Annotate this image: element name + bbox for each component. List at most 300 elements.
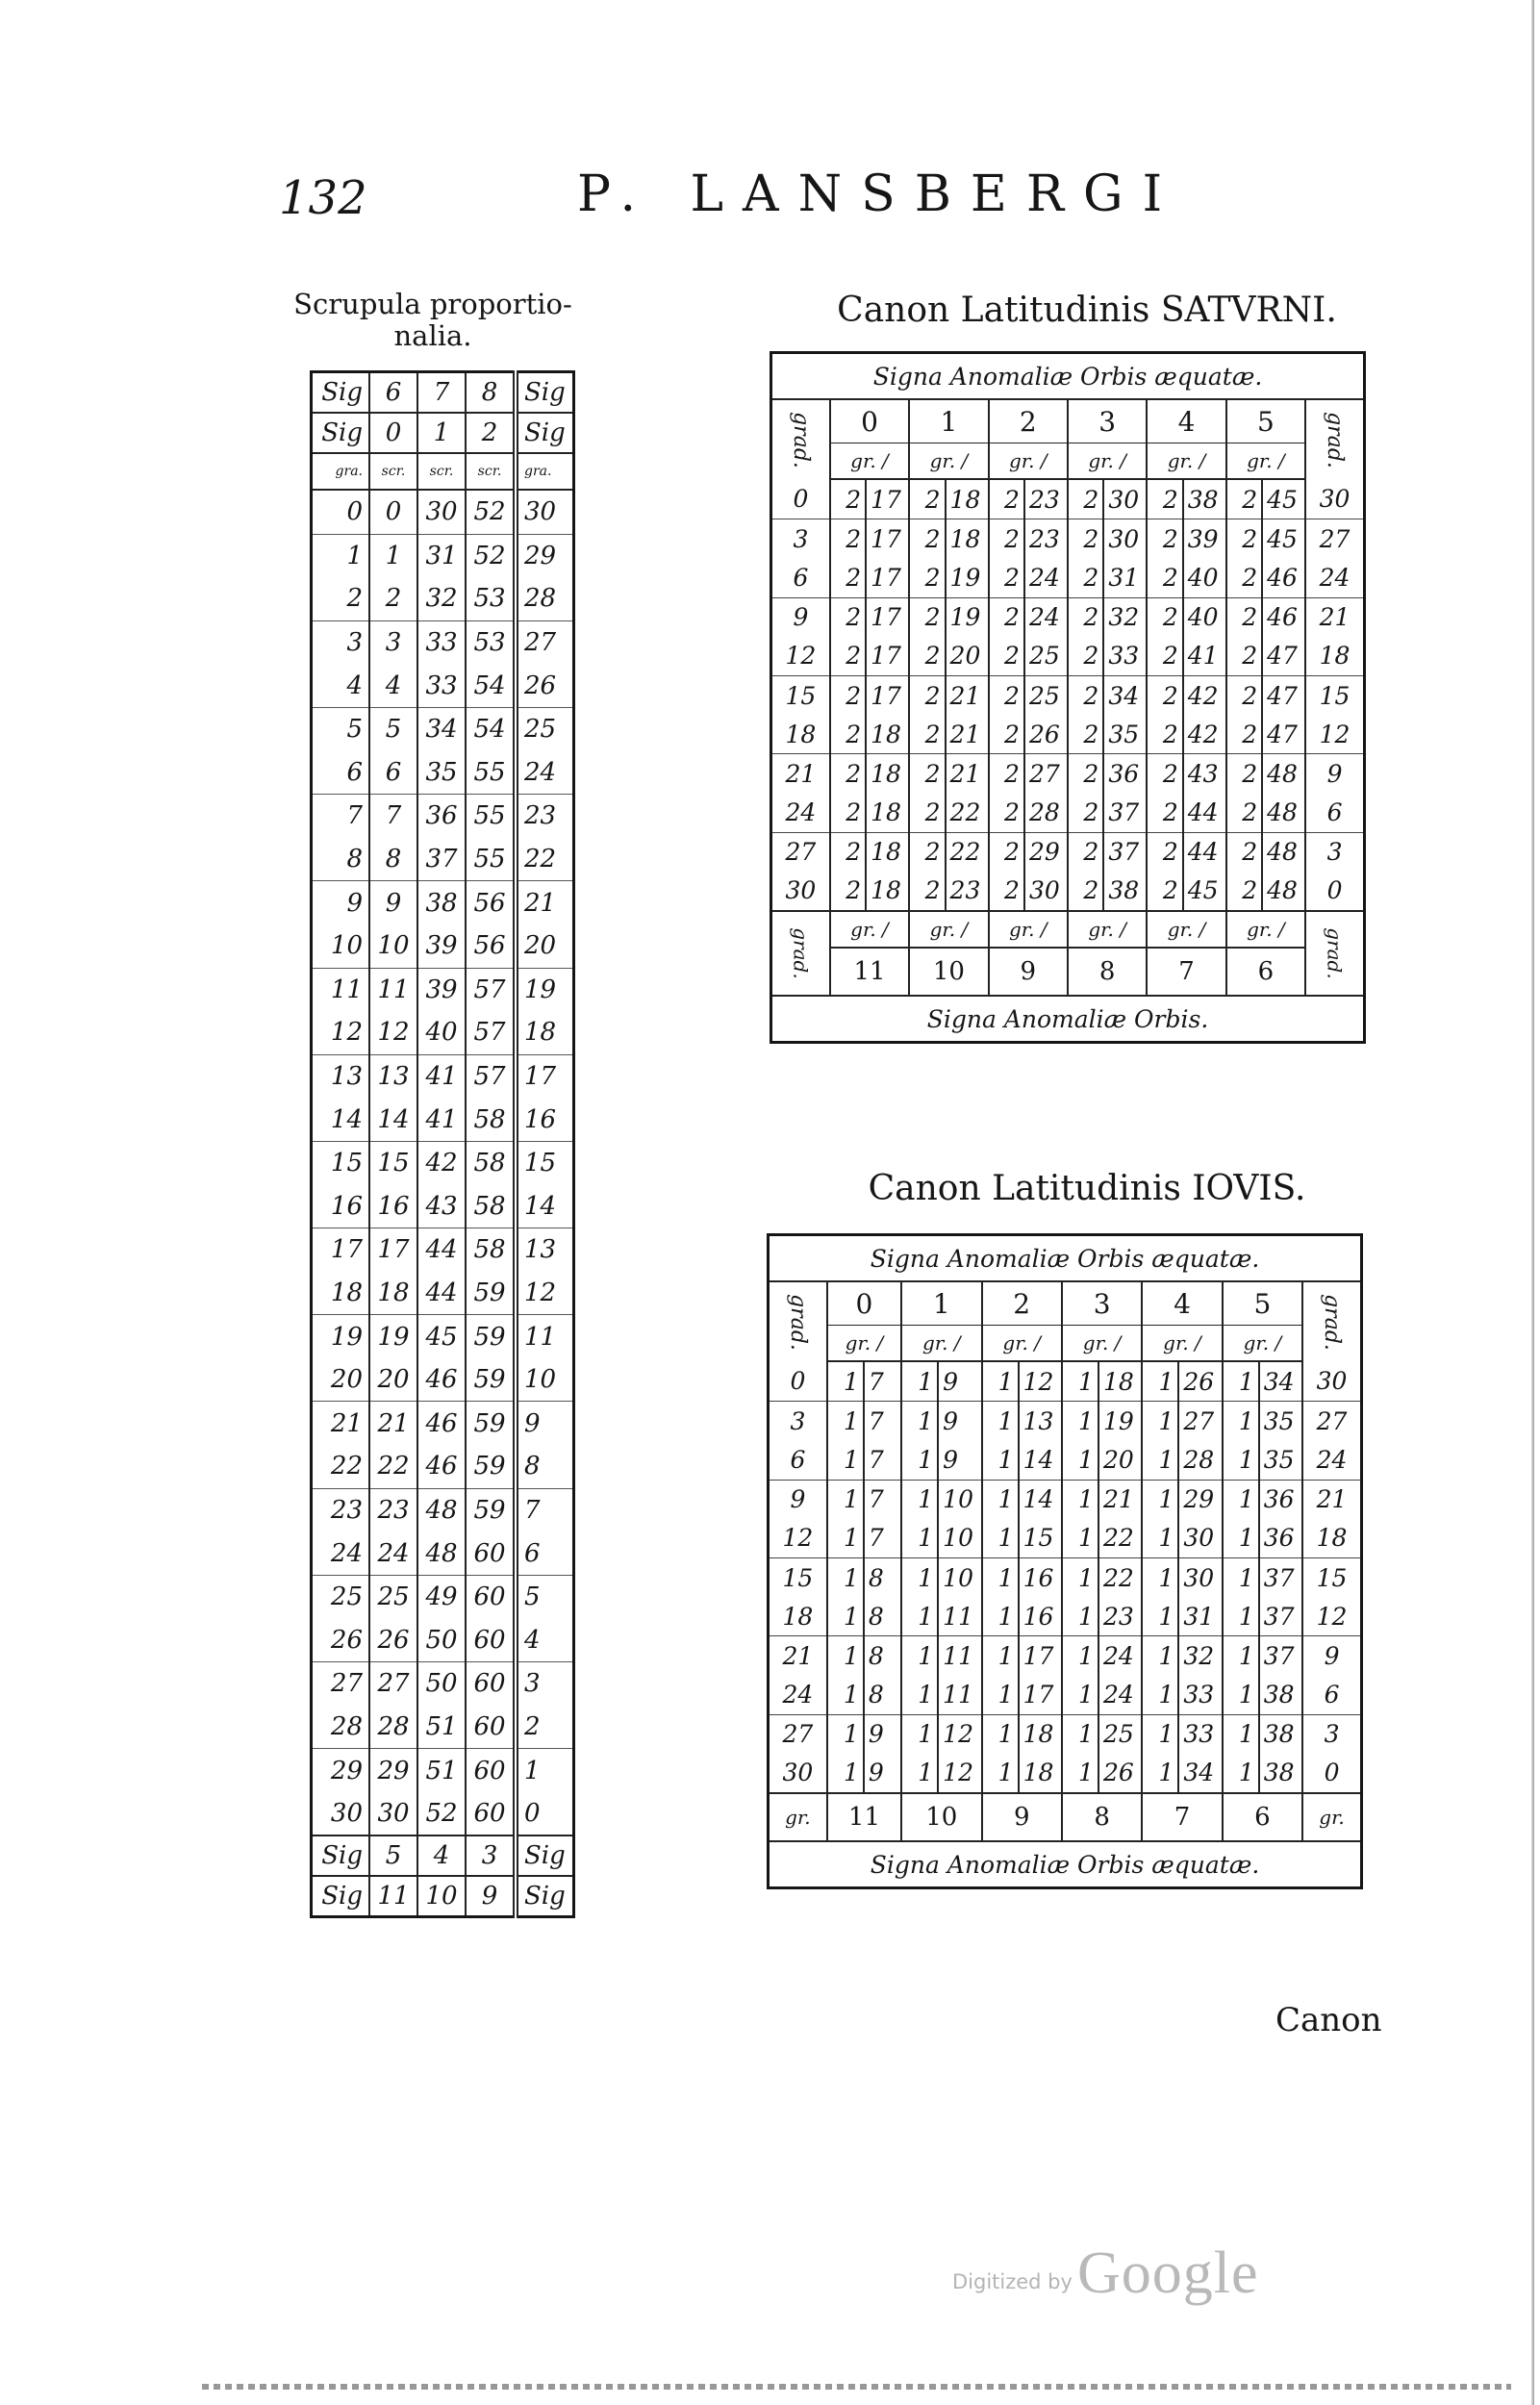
scrupula-row: [312, 1532, 574, 1575]
scrupula-cell: 59: [466, 1272, 516, 1315]
scrupula-cell: 48: [417, 1532, 466, 1575]
iovis-degree-value: 1: [1142, 1597, 1178, 1636]
scrupula-cell: 41: [417, 1098, 466, 1141]
scrupula-cell: scr.: [417, 453, 466, 490]
iovis-minute-value: 31: [1178, 1597, 1222, 1636]
scrupula-cell: 29: [369, 1749, 417, 1792]
iovis-degree-value: 1: [982, 1676, 1019, 1715]
scrupula-cell: 51: [417, 1749, 466, 1792]
saturn-unit-label: gr. /: [909, 911, 988, 948]
saturn-degree-value: 2: [1226, 479, 1262, 519]
iovis-degree-value: 1: [1223, 1676, 1259, 1715]
scrupula-cell: 60: [466, 1749, 516, 1792]
iovis-minute-value: 8: [864, 1597, 901, 1636]
saturn-row-degree: 12: [771, 637, 830, 676]
scrupula-cell: 59: [466, 1358, 516, 1402]
scrupula-cell: 31: [417, 534, 466, 577]
iovis-degree-value: 1: [1062, 1402, 1098, 1441]
saturn-degree-value: 2: [1226, 637, 1262, 676]
scrupula-cell: 54: [466, 664, 516, 707]
iovis-degree-value: 1: [901, 1361, 938, 1402]
scrupula-cell: 0: [516, 1792, 574, 1836]
scrupula-unit-row: [312, 453, 574, 490]
iovis-row-degree: 24: [769, 1676, 827, 1715]
iovis-unit-label: gr. /: [1142, 1326, 1222, 1362]
iovis-minute-value: 33: [1178, 1676, 1222, 1715]
iovis-degree-value: 1: [982, 1636, 1019, 1676]
iovis-data-row: [769, 1597, 1362, 1636]
iovis-minute-value: 7: [864, 1402, 901, 1441]
scrupula-cell: 21: [369, 1402, 417, 1445]
saturn-unit-label: gr. /: [830, 443, 909, 480]
iovis-minute-value: 38: [1259, 1676, 1302, 1715]
scrupula-cell: 27: [369, 1662, 417, 1706]
scrupula-cell: 26: [516, 664, 574, 707]
saturn-minute-value: 35: [1103, 715, 1147, 754]
saturn-minute-value: 48: [1262, 754, 1305, 794]
saturn-unit-label: gr. /: [1147, 443, 1225, 480]
iovis-minute-value: 26: [1098, 1754, 1142, 1793]
scrupula-cell: 46: [417, 1358, 466, 1402]
scrupula-cell: 15: [516, 1141, 574, 1184]
iovis-grad-label: grad.: [769, 1281, 827, 1361]
iovis-minute-value: 36: [1259, 1519, 1302, 1558]
scrupula-cell: 29: [516, 534, 574, 577]
scrupula-cell: 3: [346, 628, 363, 658]
iovis-minute-value: 24: [1098, 1676, 1142, 1715]
scrupula-cell: 19: [330, 1322, 363, 1352]
scrupula-cell: 30: [516, 490, 574, 534]
saturn-sign-header: 2: [989, 399, 1068, 443]
scrupula-cell: 6: [369, 751, 417, 795]
saturn-minute-value: 24: [1024, 558, 1068, 597]
scrupula-cell: 41: [417, 1054, 466, 1098]
scrupula-cell: 45: [417, 1315, 466, 1358]
iovis-row-degree-complement: 3: [1302, 1714, 1361, 1754]
scrupula-row: [312, 1488, 574, 1532]
saturn-degree-value: 2: [1226, 794, 1262, 833]
saturn-minute-value: 42: [1183, 675, 1226, 715]
scrupula-cell: 24: [312, 1532, 370, 1575]
scrupula-row: [312, 968, 574, 1011]
saturn-minute-value: 38: [1183, 479, 1226, 519]
scrupula-cell: 1: [369, 534, 417, 577]
scrupula-cell: 49: [417, 1575, 466, 1618]
catchword: Canon: [1275, 2001, 1382, 2039]
saturn-canon-table: [770, 351, 1366, 1044]
saturn-degree-value: 2: [909, 637, 945, 676]
scrupula-cell: 60: [466, 1532, 516, 1575]
saturn-data-row: [771, 754, 1365, 794]
saturn-degree-value: 2: [989, 715, 1024, 754]
scrupula-cell: 25: [516, 707, 574, 750]
saturn-minute-value: 42: [1183, 715, 1226, 754]
scrupula-cell: 8: [312, 838, 370, 881]
scrupula-cell: 1: [346, 541, 363, 570]
saturn-minute-value: 29: [1024, 832, 1068, 872]
scrupula-cell: scr.: [369, 453, 417, 490]
scrupula-cell: 50: [417, 1662, 466, 1706]
scrupula-cell: 15: [369, 1141, 417, 1184]
scrupula-cell: 60: [466, 1618, 516, 1661]
scrupula-cell: 44: [417, 1228, 466, 1272]
iovis-degree-value: 1: [1142, 1714, 1178, 1754]
iovis-unit-label: gr. /: [1223, 1326, 1302, 1362]
saturn-grad-label: grad.: [1305, 399, 1364, 479]
saturn-row-degree: 30: [771, 872, 830, 911]
iovis-minute-value: 32: [1178, 1636, 1222, 1676]
saturn-data-row: [771, 637, 1365, 676]
iovis-top-caption: Signa Anomaliæ Orbis æquatæ.: [769, 1235, 1362, 1282]
iovis-degree-value: 1: [1062, 1676, 1098, 1715]
scrupula-cell: 37: [417, 838, 466, 881]
iovis-minute-value: 16: [1019, 1557, 1062, 1597]
saturn-minute-value: 41: [1183, 637, 1226, 676]
saturn-degree-value: 2: [1068, 637, 1103, 676]
scrupula-cell: 57: [466, 1054, 516, 1098]
saturn-unit-label: gr. /: [909, 443, 988, 480]
scrupula-cell: 0: [369, 490, 417, 534]
saturn-minute-value: 17: [866, 479, 909, 519]
saturn-minute-value: 18: [866, 872, 909, 911]
iovis-row-degree-complement: 0: [1302, 1754, 1361, 1793]
saturn-degree-value: 2: [1226, 754, 1262, 794]
scrupula-cell: 53: [466, 620, 516, 664]
saturn-sign-header: 1: [909, 399, 988, 443]
scrupula-cell: 8: [466, 372, 516, 414]
saturn-data-row: [771, 479, 1365, 519]
saturn-minute-value: 24: [1024, 597, 1068, 637]
google-logo: Google: [1077, 2240, 1259, 2306]
saturn-minute-value: 47: [1262, 637, 1305, 676]
saturn-row-degree: 21: [771, 754, 830, 794]
scrupula-cell: 21: [330, 1408, 363, 1438]
iovis-degree-value: 1: [1142, 1754, 1178, 1793]
iovis-degree-value: 1: [1142, 1636, 1178, 1676]
scrupula-cell: 11: [330, 975, 363, 1004]
saturn-degree-value: 2: [1147, 519, 1182, 559]
scrupula-cell: Sig: [516, 413, 574, 453]
saturn-unit-label: gr. /: [1068, 911, 1147, 948]
scrupula-cell: 59: [466, 1315, 516, 1358]
scrupula-cell: 27: [330, 1669, 363, 1699]
iovis-minute-value: 7: [864, 1440, 901, 1480]
saturn-data-row: [771, 519, 1365, 559]
saturn-row-degree-complement: 6: [1305, 794, 1364, 833]
saturn-unit-row: [771, 443, 1365, 480]
iovis-degree-value: 1: [827, 1480, 864, 1519]
scrupula-row: [312, 664, 574, 707]
iovis-minute-value: 27: [1178, 1402, 1222, 1441]
iovis-minute-value: 8: [864, 1676, 901, 1715]
iovis-degree-value: 1: [1142, 1676, 1178, 1715]
scrupula-cell: 8: [369, 838, 417, 881]
iovis-row-degree-complement: 24: [1302, 1440, 1361, 1480]
scrupula-cell: 33: [417, 620, 466, 664]
scrupula-cell: 13: [369, 1054, 417, 1098]
iovis-data-row: [769, 1557, 1362, 1597]
scrupula-header-row: [312, 413, 574, 453]
iovis-degree-value: 1: [982, 1361, 1019, 1402]
iovis-unit-label: gr. /: [901, 1326, 981, 1362]
saturn-degree-value: 2: [830, 754, 866, 794]
iovis-row-degree: 27: [769, 1714, 827, 1754]
scrupula-cell: 2: [312, 577, 370, 620]
scrupula-cell: 7: [369, 795, 417, 838]
iovis-minute-value: 17: [1019, 1676, 1062, 1715]
iovis-minute-value: 22: [1098, 1519, 1142, 1558]
saturn-degree-value: 2: [989, 558, 1024, 597]
iovis-row-degree-complement: 15: [1302, 1557, 1361, 1597]
saturn-minute-value: 23: [1024, 479, 1068, 519]
iovis-minute-value: 16: [1019, 1597, 1062, 1636]
scrupula-cell: 50: [417, 1618, 466, 1661]
saturn-data-row: [771, 597, 1365, 637]
scrupula-row: [312, 620, 574, 664]
iovis-sign-footer: 8: [1062, 1793, 1142, 1841]
iovis-sign-footer: 11: [827, 1793, 901, 1841]
iovis-sign-footer: 10: [901, 1793, 981, 1841]
saturn-minute-value: 21: [946, 715, 989, 754]
iovis-minute-value: 13: [1019, 1402, 1062, 1441]
saturn-minute-value: 38: [1103, 872, 1147, 911]
saturn-minute-value: 31: [1103, 558, 1147, 597]
scrupula-cell: 43: [417, 1185, 466, 1228]
saturn-minute-value: 47: [1262, 715, 1305, 754]
iovis-sign-footer: 9: [982, 1793, 1062, 1841]
scrupula-cell: 39: [417, 924, 466, 968]
saturn-bottom-caption-row: [771, 996, 1365, 1043]
scrupula-cell: 1: [417, 413, 466, 453]
saturn-degree-value: 2: [1068, 519, 1103, 559]
scrupula-cell: 14: [312, 1098, 370, 1141]
iovis-row-degree: 9: [769, 1480, 827, 1519]
saturn-row-degree: 6: [771, 558, 830, 597]
saturn-degree-value: 2: [1147, 479, 1182, 519]
iovis-degree-value: 1: [1142, 1557, 1178, 1597]
saturn-row-degree-complement: 3: [1305, 832, 1364, 872]
iovis-minute-value: 19: [1098, 1402, 1142, 1441]
scrupula-cell: 3: [466, 1835, 516, 1876]
iovis-minute-value: 12: [938, 1714, 981, 1754]
saturn-unit-label: gr. /: [989, 911, 1068, 948]
saturn-minute-value: 32: [1103, 597, 1147, 637]
scrupula-cell: 0: [369, 413, 417, 453]
saturn-degree-value: 2: [830, 519, 866, 559]
scrupula-cell: 11: [369, 1876, 417, 1917]
iovis-minute-value: 9: [864, 1754, 901, 1793]
saturn-minute-value: 17: [866, 637, 909, 676]
iovis-degree-value: 1: [827, 1676, 864, 1715]
iovis-minute-value: 9: [864, 1714, 901, 1754]
saturn-row-degree-complement: 21: [1305, 597, 1364, 637]
saturn-degree-value: 2: [1226, 558, 1262, 597]
scrupula-cell: 20: [369, 1358, 417, 1402]
saturn-minute-value: 17: [866, 558, 909, 597]
saturn-bottom-unit-row: [771, 911, 1365, 948]
scrupula-row: [312, 1272, 574, 1315]
saturn-unit-label: gr. /: [1226, 911, 1305, 948]
scrupula-cell: 60: [466, 1662, 516, 1706]
scrupula-cell: 25: [330, 1582, 363, 1612]
iovis-sign-header: 5: [1223, 1281, 1302, 1326]
iovis-degree-value: 1: [1142, 1480, 1178, 1519]
iovis-degree-value: 1: [827, 1754, 864, 1793]
iovis-row-degree-complement: 9: [1302, 1636, 1361, 1676]
saturn-row-degree-complement: 27: [1305, 519, 1364, 559]
scrupula-cell: 10: [369, 924, 417, 968]
saturn-row-degree: 27: [771, 832, 830, 872]
saturn-degree-value: 2: [989, 519, 1024, 559]
saturn-sign-header: 4: [1147, 399, 1225, 443]
scrupula-cell: 55: [466, 795, 516, 838]
iovis-degree-value: 1: [901, 1714, 938, 1754]
iovis-minute-value: 9: [938, 1361, 981, 1402]
iovis-row-degree: 21: [769, 1636, 827, 1676]
iovis-sign-header: 1: [901, 1281, 981, 1326]
saturn-sign-footer: 8: [1068, 948, 1147, 996]
iovis-degree-value: 1: [982, 1714, 1019, 1754]
iovis-sign-footer: 7: [1142, 1793, 1222, 1841]
iovis-minute-value: 18: [1019, 1754, 1062, 1793]
scrupula-cell: gra.: [516, 453, 574, 490]
iovis-degree-value: 1: [827, 1636, 864, 1676]
iovis-degree-value: 1: [901, 1402, 938, 1441]
iovis-top-caption-row: [769, 1235, 1362, 1282]
saturn-degree-value: 2: [1147, 597, 1182, 637]
saturn-data-row: [771, 675, 1365, 715]
iovis-minute-value: 7: [864, 1361, 901, 1402]
scrupula-cell: 36: [417, 795, 466, 838]
iovis-minute-value: 25: [1098, 1714, 1142, 1754]
page-bottom-ruler: [202, 2384, 1511, 2390]
saturn-degree-value: 2: [989, 597, 1024, 637]
saturn-degree-value: 2: [909, 519, 945, 559]
scrupula-cell: 32: [417, 577, 466, 620]
page-number: 132: [279, 171, 367, 225]
iovis-degree-value: 1: [982, 1440, 1019, 1480]
iovis-bottom-sign-row: [769, 1793, 1362, 1841]
iovis-minute-value: 37: [1259, 1636, 1302, 1676]
iovis-data-row: [769, 1714, 1362, 1754]
saturn-minute-value: 21: [946, 754, 989, 794]
scrupula-row: [312, 1358, 574, 1402]
saturn-degree-value: 2: [909, 832, 945, 872]
iovis-degree-value: 1: [1142, 1440, 1178, 1480]
scrupula-cell: 56: [466, 924, 516, 968]
saturn-grad-label: grad.: [771, 911, 830, 996]
saturn-minute-value: 48: [1262, 794, 1305, 833]
iovis-row-degree: 15: [769, 1557, 827, 1597]
scrupula-title: Scrupula proportio-nalia.: [293, 288, 572, 352]
iovis-minute-value: 14: [1019, 1440, 1062, 1480]
scrupula-cell: 28: [312, 1706, 370, 1749]
saturn-minute-value: 46: [1262, 597, 1305, 637]
saturn-minute-value: 18: [866, 715, 909, 754]
page-edge-shadow: [1531, 0, 1534, 2405]
iovis-unit-label: gr. /: [982, 1326, 1062, 1362]
saturn-degree-value: 2: [1068, 479, 1103, 519]
scrupula-cell: 52: [466, 490, 516, 534]
scrupula-cell: Sig: [516, 372, 574, 414]
scrupula-cell: 3: [516, 1662, 574, 1706]
iovis-data-row: [769, 1636, 1362, 1676]
scrupula-cell: 56: [466, 881, 516, 924]
saturn-degree-value: 2: [1068, 872, 1103, 911]
scrupula-cell: 59: [466, 1488, 516, 1532]
saturn-degree-value: 2: [1068, 832, 1103, 872]
scrupula-cell: 19: [369, 1315, 417, 1358]
saturn-row-degree-complement: 15: [1305, 675, 1364, 715]
saturn-sign-header: 0: [830, 399, 909, 443]
saturn-row-degree-complement: 24: [1305, 558, 1364, 597]
iovis-minute-value: 36: [1259, 1480, 1302, 1519]
saturn-degree-value: 2: [909, 479, 945, 519]
scrupula-cell: 19: [516, 968, 574, 1011]
scrupula-cell: 0: [312, 490, 370, 534]
scrupula-cell: 7: [417, 372, 466, 414]
iovis-minute-value: 22: [1098, 1557, 1142, 1597]
scrupula-cell: 35: [417, 751, 466, 795]
saturn-grad-label: grad.: [771, 399, 830, 479]
iovis-sign-header: 0: [827, 1281, 901, 1326]
saturn-minute-value: 19: [946, 597, 989, 637]
scrupula-cell: 39: [417, 968, 466, 1011]
iovis-grad-short: gr.: [769, 1793, 827, 1841]
iovis-minute-value: 10: [938, 1557, 981, 1597]
saturn-degree-value: 2: [989, 754, 1024, 794]
scrupula-cell: 13: [330, 1062, 363, 1092]
saturn-minute-value: 47: [1262, 675, 1305, 715]
scrupula-cell: scr.: [466, 453, 516, 490]
saturn-row-degree-complement: 12: [1305, 715, 1364, 754]
scrupula-cell: 48: [417, 1488, 466, 1532]
iovis-minute-value: 11: [938, 1597, 981, 1636]
iovis-degree-value: 1: [1223, 1714, 1259, 1754]
iovis-minute-value: 7: [864, 1519, 901, 1558]
iovis-degree-value: 1: [1223, 1402, 1259, 1441]
iovis-degree-value: 1: [827, 1597, 864, 1636]
scrupula-row: [312, 1618, 574, 1661]
iovis-degree-value: 1: [982, 1597, 1019, 1636]
saturn-unit-label: gr. /: [830, 911, 909, 948]
saturn-minute-value: 44: [1183, 832, 1226, 872]
scrupula-cell: 24: [369, 1532, 417, 1575]
saturn-degree-value: 2: [989, 832, 1024, 872]
saturn-minute-value: 48: [1262, 872, 1305, 911]
scrupula-cell: 26: [312, 1618, 370, 1661]
scrupula-cell: 60: [466, 1792, 516, 1836]
scrupula-row: [312, 1749, 574, 1792]
saturn-degree-value: 2: [1226, 597, 1262, 637]
saturn-row-degree: 24: [771, 794, 830, 833]
saturn-minute-value: 27: [1024, 754, 1068, 794]
iovis-data-row: [769, 1519, 1362, 1558]
iovis-row-degree-complement: 12: [1302, 1597, 1361, 1636]
scrupula-row: [312, 1054, 574, 1098]
saturn-degree-value: 2: [1147, 715, 1182, 754]
iovis-minute-value: 14: [1019, 1480, 1062, 1519]
scrupula-cell: Sig: [312, 413, 370, 453]
google-watermark: [952, 2240, 1270, 2316]
scrupula-cell: 5: [369, 1835, 417, 1876]
saturn-minute-value: 20: [946, 637, 989, 676]
scrupula-cell: 22: [516, 838, 574, 881]
saturn-degree-value: 2: [989, 794, 1024, 833]
iovis-row-degree: 3: [769, 1402, 827, 1441]
iovis-degree-value: 1: [982, 1557, 1019, 1597]
saturn-row-degree: 3: [771, 519, 830, 559]
